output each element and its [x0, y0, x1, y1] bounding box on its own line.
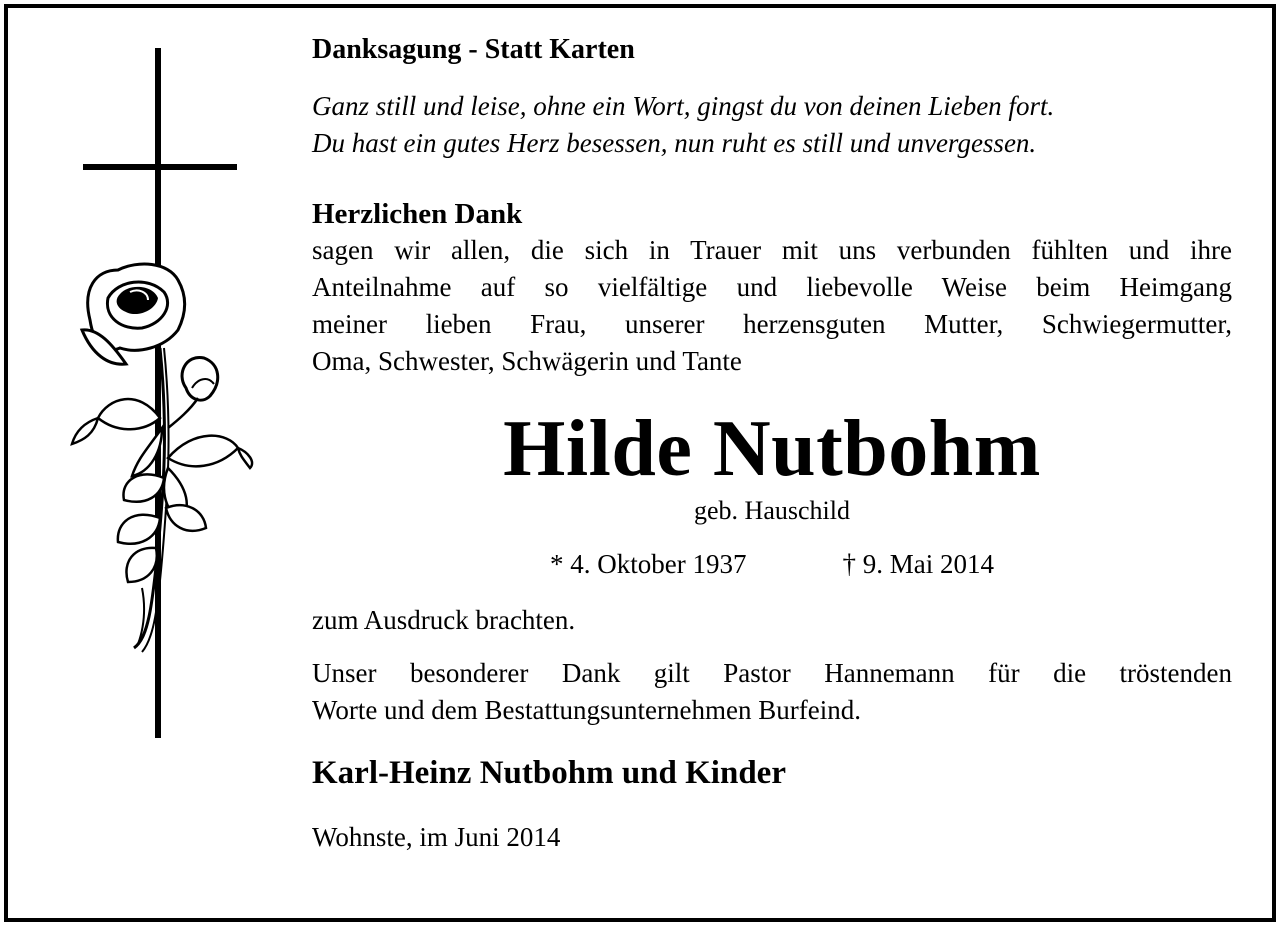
birth-date: * 4. Oktober 1937	[550, 549, 747, 579]
thanks-line: Oma, Schwester, Schwägerin und Tante	[312, 346, 742, 376]
birth-name: geb. Hauschild	[694, 496, 850, 525]
verse-line: Du hast ein gutes Herz besessen, nun ruht es still und unvergessen.	[312, 128, 1037, 158]
thanks-paragraph	[312, 232, 1232, 380]
life-dates	[312, 546, 1232, 582]
cross-with-rose-icon	[68, 48, 268, 738]
thanks-line: sagen wir allen, die sich in Trauer mit uns verbunden fühlten und ihre	[312, 235, 1232, 265]
signature: Karl-Heinz Nutbohm und Kinder	[312, 755, 786, 791]
verse-line: Ganz still und leise, ohne ein Wort, gingst du von deinen Lieben fort.	[312, 91, 1055, 121]
special-thanks-line: Unser besonderer Dank gilt Pastor Hannemann für die tröstenden	[312, 658, 1232, 688]
thanks-title: Herzlichen Dank	[312, 198, 523, 230]
place-date: Wohnste, im Juni 2014	[312, 822, 561, 852]
special-thanks-line: Worte und dem Bestattungsunternehmen Burfeind.	[312, 695, 861, 725]
special-thanks-paragraph	[312, 655, 1232, 729]
expression-line: zum Ausdruck brachten.	[312, 605, 576, 635]
memorial-verse	[312, 88, 1232, 162]
thanks-line: meiner lieben Frau, unserer herzensguten Mutter, Schwiegermutter,	[312, 309, 1232, 339]
notice-content	[312, 30, 1232, 855]
thanks-line: Anteilnahme auf so vielfältige und liebevolle Weise beim Heimgang	[312, 272, 1232, 302]
deceased-name: Hilde Nutbohm	[503, 405, 1041, 493]
death-date: † 9. Mai 2014	[842, 549, 994, 579]
notice-heading: Danksagung - Statt Karten	[312, 34, 635, 65]
